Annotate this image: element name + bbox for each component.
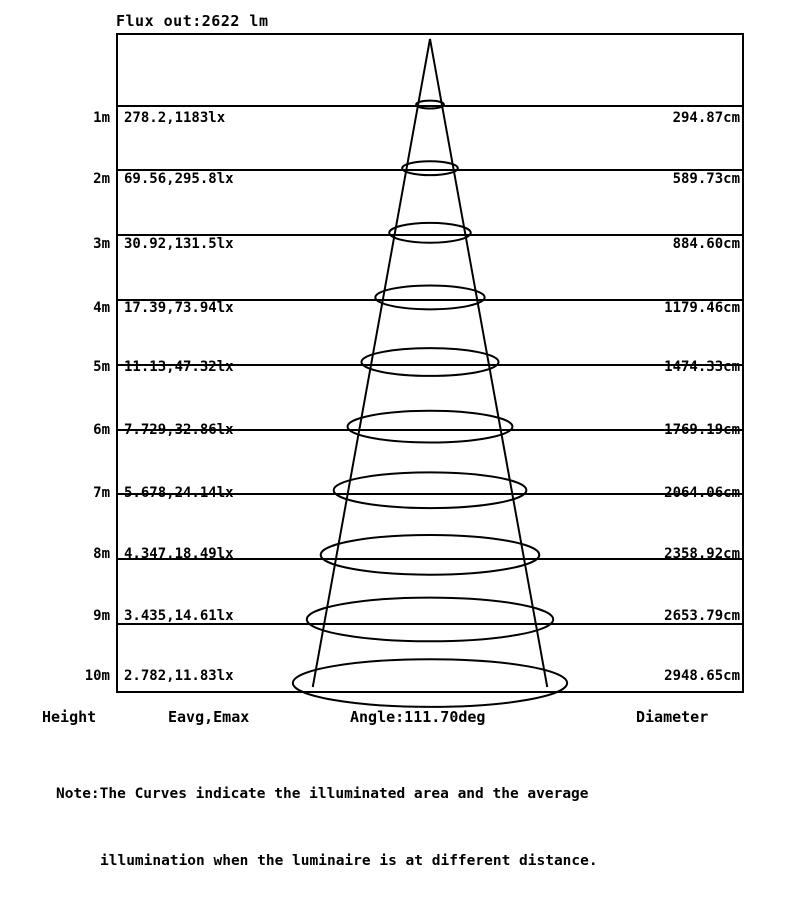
- height-label-3m: 3m: [93, 236, 110, 252]
- caption-height: Height: [42, 708, 97, 726]
- eavg-emax-7m: 5.678,24.14lx: [124, 485, 234, 501]
- cone-left-edge: [313, 39, 430, 687]
- gridline-1m: [118, 105, 742, 107]
- cone-right-edge: [430, 39, 547, 687]
- note-block: [56, 738, 598, 918]
- eavg-emax-9m: 3.435,14.61lx: [124, 608, 234, 624]
- diameter-2m: 589.73cm: [672, 171, 740, 187]
- beam-ellipse-10m: [293, 659, 567, 707]
- height-label-6m: 6m: [93, 422, 110, 438]
- caption-angle: Angle:111.70deg: [350, 708, 486, 726]
- diameter-8m: 2358.92cm: [664, 546, 740, 562]
- beam-ellipse-7m: [334, 472, 527, 508]
- eavg-emax-5m: 11.13,47.32lx: [124, 359, 234, 375]
- height-label-9m: 9m: [93, 608, 110, 624]
- beam-ellipse-9m: [307, 598, 553, 642]
- diameter-4m: 1179.46cm: [664, 300, 740, 316]
- note-line-2: illumination when the luminaire is at different distance.: [100, 853, 598, 870]
- height-label-5m: 5m: [93, 359, 110, 375]
- diameter-1m: 294.87cm: [672, 110, 740, 126]
- beam-ellipse-8m: [321, 535, 540, 575]
- height-label-10m: 10m: [84, 668, 110, 684]
- eavg-emax-2m: 69.56,295.8lx: [124, 171, 234, 187]
- eavg-emax-10m: 2.782,11.83lx: [124, 668, 234, 684]
- beam-ellipse-4m: [375, 285, 484, 309]
- height-label-8m: 8m: [93, 546, 110, 562]
- eavg-emax-8m: 4.347,18.49lx: [124, 546, 234, 562]
- diameter-6m: 1769.19cm: [664, 422, 740, 438]
- height-label-4m: 4m: [93, 300, 110, 316]
- diameter-3m: 884.60cm: [672, 236, 740, 252]
- diameter-7m: 2064.06cm: [664, 485, 740, 501]
- eavg-emax-4m: 17.39,73.94lx: [124, 300, 234, 316]
- diameter-5m: 1474.33cm: [664, 359, 740, 375]
- eavg-emax-3m: 30.92,131.5lx: [124, 236, 234, 252]
- eavg-emax-1m: 278.2,1183lx: [124, 110, 226, 126]
- height-label-1m: 1m: [93, 110, 110, 126]
- beam-ellipse-6m: [348, 411, 513, 443]
- height-label-2m: 2m: [93, 171, 110, 187]
- flux-output-title: Flux out:2622 lm: [116, 12, 269, 30]
- caption-eavg-emax: Eavg,Emax: [168, 708, 250, 726]
- diameter-10m: 2948.65cm: [664, 668, 740, 684]
- note-line-1: Note:The Curves indicate the illuminated area and the average: [56, 785, 589, 802]
- caption-diameter: Diameter: [636, 708, 709, 726]
- eavg-emax-6m: 7.729,32.86lx: [124, 422, 234, 438]
- diameter-9m: 2653.79cm: [664, 608, 740, 624]
- beam-ellipse-3m: [389, 223, 470, 243]
- beam-ellipse-5m: [361, 348, 498, 376]
- height-label-7m: 7m: [93, 485, 110, 501]
